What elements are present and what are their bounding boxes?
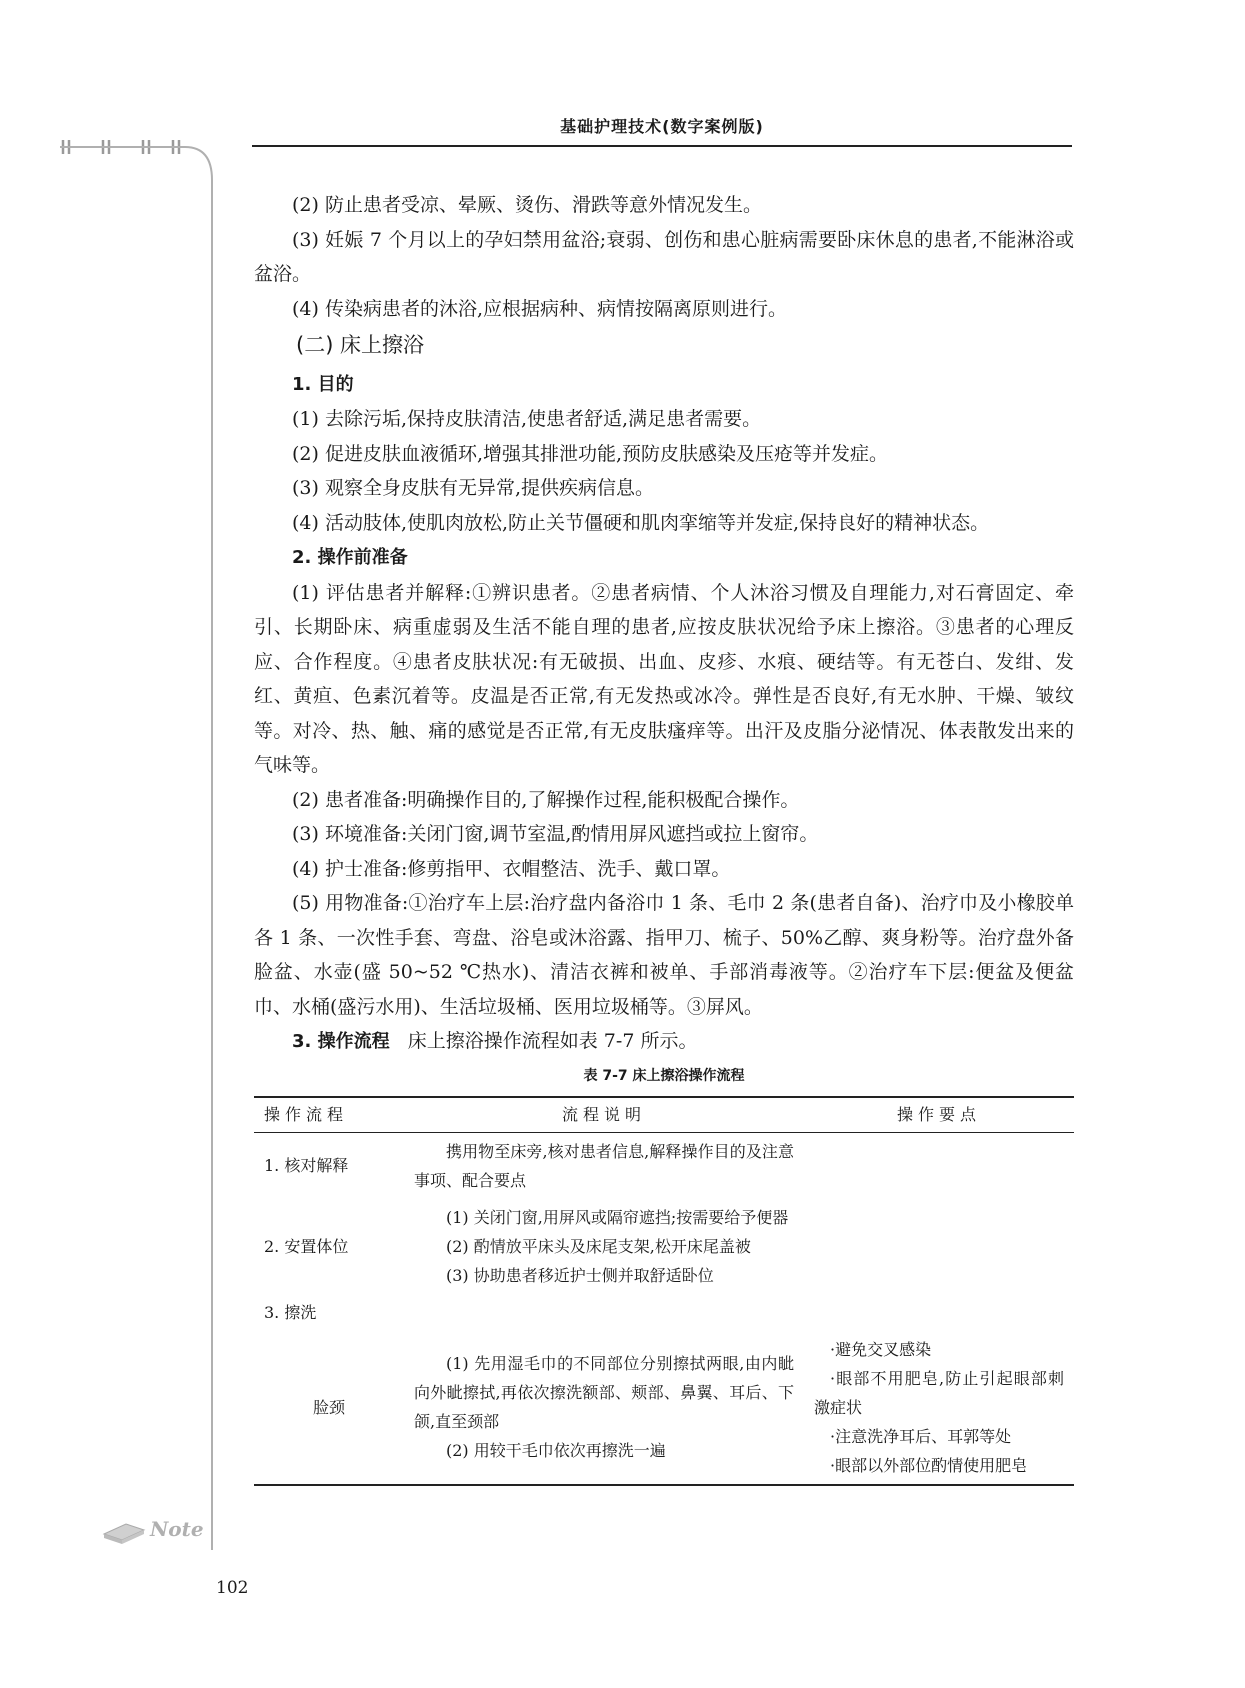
- column-header: 操作要点: [804, 1097, 1074, 1133]
- table-row: [254, 1331, 1074, 1485]
- paragraph: (2) 患者准备:明确操作目的,了解操作过程,能积极配合操作。: [292, 788, 800, 811]
- paragraph: (5) 用物准备:①治疗车上层:治疗盘内备浴巾 1 条、毛巾 2 条(患者自备)、治疗巾及小橡胶单各 1 条、一次性手套、弯盘、浴皂或沐浴露、指甲刀、梳子、50%乙醇、爽身粉等。治疗盘外备脸盆、水壶(盛 50~52 ℃热水)、清洁衣裤和被单、手部消毒液等。②治疗车下层:便盆及便盆巾、水桶(盛污水用)、生活垃圾桶、医用垃圾桶等。③屏风。: [254, 892, 1074, 1018]
- point-item: ·注意洗净耳后、耳郭等处: [830, 1426, 1012, 1446]
- paragraph: (3) 观察全身皮肤有无异常,提供疾病信息。: [292, 477, 654, 499]
- table-header-row: [254, 1097, 1074, 1133]
- column-header: 操作流程: [254, 1097, 404, 1133]
- step-cell: 2. 安置体位: [264, 1236, 349, 1256]
- flow-text: 床上擦浴操作流程如表 7-7 所示。: [407, 1030, 698, 1052]
- desc-cell: [404, 1132, 804, 1199]
- page-body: [254, 188, 1074, 1486]
- paragraph: (4) 护士准备:修剪指甲、衣帽整洁、洗手、戴口罩。: [292, 857, 731, 880]
- paragraph: (3) 妊娠 7 个月以上的孕妇禁用盆浴;衰弱、创伤和患心脏病需要卧床休息的患者,不能淋浴或盆浴。: [254, 228, 1074, 285]
- desc-line: (2) 用较干毛巾依次再擦洗一遍: [446, 1441, 666, 1460]
- header-rule: [252, 145, 1072, 147]
- procedure-table: [254, 1096, 1074, 1486]
- step-cell: 1. 核对解释: [264, 1156, 349, 1175]
- table-row: [254, 1294, 1074, 1331]
- margin-decoration: [60, 140, 230, 1550]
- paragraph: (2) 促进皮肤血液循环,增强其排泄功能,预防皮肤感染及压疮等并发症。: [292, 442, 889, 465]
- note-logo: [100, 1506, 210, 1546]
- point-item: ·避免交叉感染: [830, 1339, 932, 1359]
- flow-paragraph: [254, 1024, 1074, 1060]
- paragraph: (4) 活动肢体,使肌肉放松,防止关节僵硬和肌肉挛缩等并发症,保持良好的精神状态。: [292, 511, 990, 534]
- page-number: 102: [216, 1578, 249, 1598]
- note-logo-text: Note: [150, 1517, 204, 1541]
- table-caption: 表 7-7 床上擦浴操作流程: [583, 1067, 745, 1084]
- desc-cell: [404, 1199, 804, 1294]
- table-row: [254, 1199, 1074, 1294]
- desc-cell: [404, 1294, 804, 1331]
- section-title: (二) 床上擦浴: [296, 333, 425, 357]
- desc-line: (1) 关闭门窗,用屏风或隔帘遮挡;按需要给予便器: [446, 1207, 789, 1227]
- paragraph: (3) 环境准备:关闭门窗,调节室温,酌情用屏风遮挡或拉上窗帘。: [292, 823, 819, 845]
- heading-text: 1. 目的: [292, 373, 354, 395]
- paragraph: (4) 传染病患者的沐浴,应根据病种、病情按隔离原则进行。: [292, 297, 787, 320]
- desc-cell: [404, 1331, 804, 1485]
- desc-line: (1) 先用湿毛巾的不同部位分别擦拭两眼,由内眦向外眦擦拭,再依次擦洗额部、颊部、鼻翼、耳后、下颌,直至颈部: [414, 1354, 794, 1431]
- points-cell: [804, 1132, 1074, 1199]
- point-item: ·眼部不用肥皂,防止引起眼部刺激症状: [814, 1368, 1064, 1417]
- step-cell: 脸颈: [254, 1331, 404, 1485]
- step-cell: 3. 擦洗: [264, 1302, 317, 1322]
- heading-text: 3. 操作流程: [292, 1031, 390, 1052]
- point-item: ·眼部以外部位酌情使用肥皂: [830, 1455, 1028, 1475]
- paragraph: (2) 防止患者受凉、晕厥、烫伤、滑跌等意外情况发生。: [292, 194, 762, 216]
- subsection-heading: [254, 367, 1074, 403]
- heading-text: 2. 操作前准备: [292, 547, 408, 568]
- points-cell: [804, 1331, 1074, 1485]
- desc-line: (2) 酌情放平床头及床尾支架,松开床尾盖被: [446, 1236, 751, 1256]
- paragraph: (1) 去除污垢,保持皮肤清洁,使患者舒适,满足患者需要。: [292, 408, 762, 430]
- points-cell: [804, 1294, 1074, 1331]
- subsection-heading: [254, 540, 1074, 576]
- paragraph: (1) 评估患者并解释:①辨识患者。②患者病情、个人沐浴习惯及自理能力,对石膏固定、牵引、长期卧床、病重虚弱及生活不能自理的患者,应按皮肤状况给予床上擦浴。③患者的心理反应、合作程度。④患者皮肤状况:有无破损、出血、皮疹、水痕、硬结等。有无苍白、发绀、发红、黄疸、色素沉着等。皮温是否正常,有无发热或冰冷。弹性是否良好,有无水肿、干燥、皱纹等。对冷、热、触、痛的感觉是否正常,有无皮肤瘙痒等。出汗及皮脂分泌情况、体表散发出来的气味等。: [254, 581, 1074, 776]
- column-header: 流程说明: [404, 1097, 804, 1133]
- points-cell: [804, 1199, 1074, 1294]
- running-header: 基础护理技术(数字案例版): [560, 117, 764, 136]
- table-row: [254, 1132, 1074, 1199]
- desc-line: 携用物至床旁,核对患者信息,解释操作目的及注意事项、配合要点: [414, 1141, 794, 1190]
- desc-line: (3) 协助患者移近护士侧并取舒适卧位: [446, 1265, 714, 1285]
